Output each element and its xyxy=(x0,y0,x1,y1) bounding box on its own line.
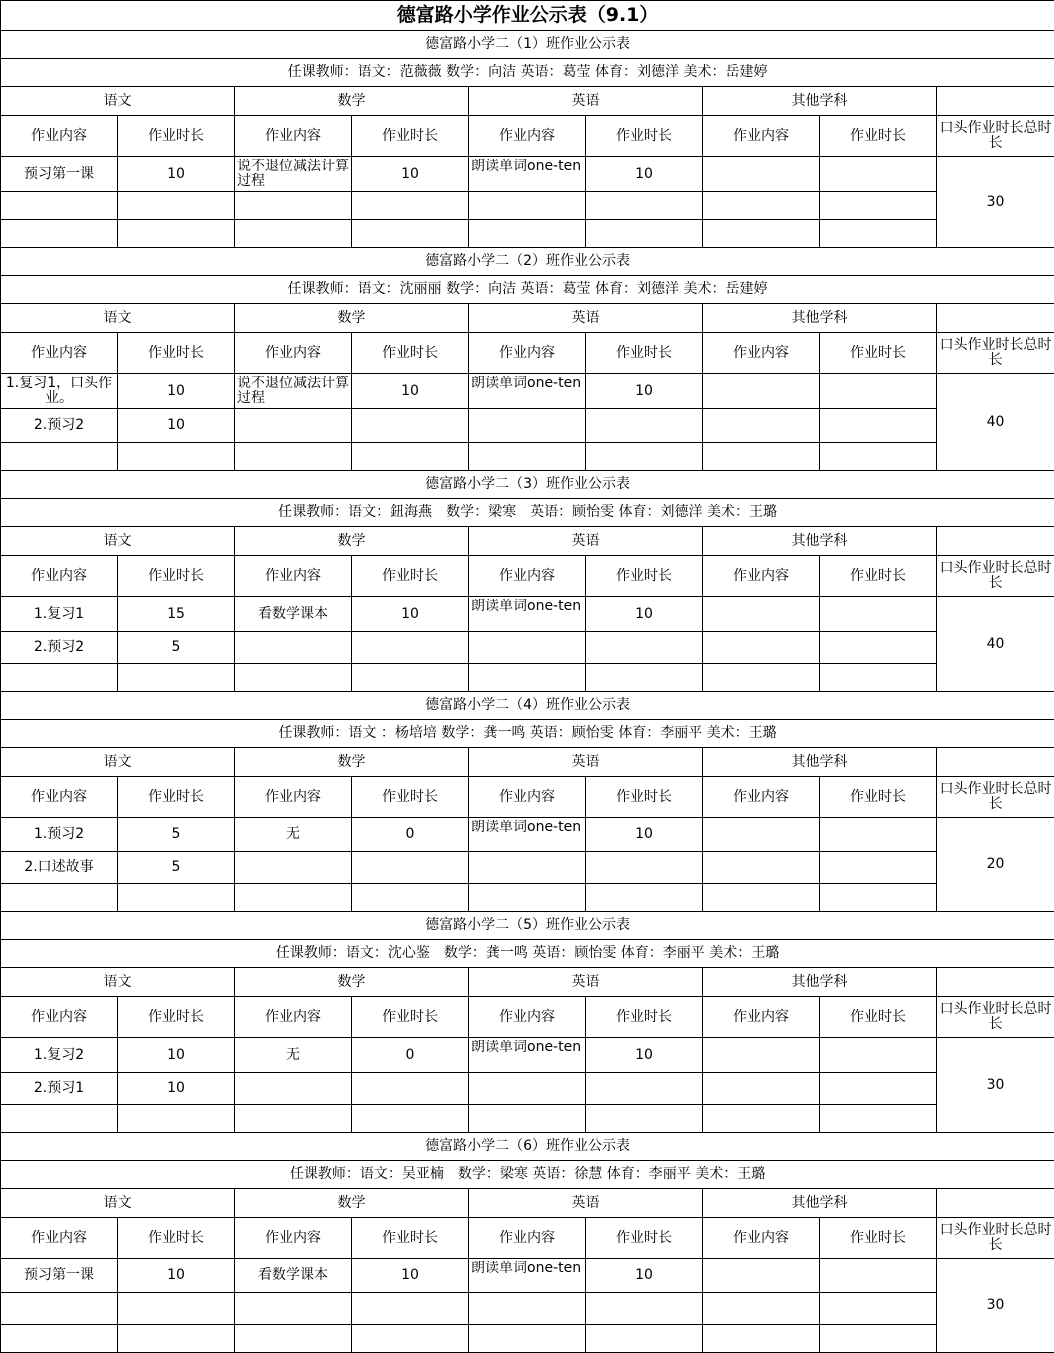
homework-duration-cell xyxy=(352,192,469,220)
content-header: 作业内容 xyxy=(703,1218,820,1259)
homework-content-cell: 看数学课本 xyxy=(235,597,352,632)
homework-content-cell xyxy=(235,192,352,220)
table-row xyxy=(1,597,1054,632)
homework-content-cell xyxy=(469,1105,586,1133)
content-header: 作业内容 xyxy=(703,333,820,374)
homework-content-cell xyxy=(235,220,352,248)
table-row xyxy=(1,1293,1054,1325)
empty-cell xyxy=(937,748,1054,777)
subject-header: 英语 xyxy=(469,968,703,997)
duration-header: 作业时长 xyxy=(352,333,469,374)
duration-header: 作业时长 xyxy=(820,556,937,597)
homework-duration-cell xyxy=(586,1325,703,1353)
homework-duration-cell xyxy=(352,632,469,664)
homework-content-cell xyxy=(235,374,352,409)
class-title: 德富路小学二（3）班作业公示表 xyxy=(1,471,1054,499)
homework-content-cell xyxy=(469,1293,586,1325)
homework-duration-cell xyxy=(820,1038,937,1073)
homework-content-cell xyxy=(703,664,820,692)
homework-duration-cell: 10 xyxy=(352,374,469,409)
oral-total-value: 40 xyxy=(937,597,1054,692)
table-row xyxy=(1,1038,1054,1073)
subject-header: 语文 xyxy=(1,304,235,333)
homework-duration-cell xyxy=(820,220,937,248)
homework-content-cell: 无 xyxy=(235,1038,352,1073)
duration-header: 作业时长 xyxy=(118,556,235,597)
homework-duration-cell xyxy=(118,443,235,471)
subject-header: 数学 xyxy=(235,1189,469,1218)
duration-header: 作业时长 xyxy=(586,116,703,157)
homework-content-cell: 预习第一课 xyxy=(1,157,118,192)
homework-duration-cell xyxy=(820,374,937,409)
homework-duration-cell xyxy=(820,1073,937,1105)
homework-content-cell xyxy=(235,1325,352,1353)
duration-header: 作业时长 xyxy=(820,116,937,157)
content-header: 作业内容 xyxy=(1,116,118,157)
table-row xyxy=(1,192,1054,220)
duration-header: 作业时长 xyxy=(352,1218,469,1259)
subject-header: 英语 xyxy=(469,87,703,116)
content-header: 作业内容 xyxy=(235,116,352,157)
homework-content-cell xyxy=(703,1325,820,1353)
homework-duration-cell xyxy=(352,409,469,443)
homework-duration-cell xyxy=(118,1293,235,1325)
homework-duration-cell xyxy=(820,884,937,912)
homework-content-cell xyxy=(235,632,352,664)
homework-content-cell xyxy=(469,220,586,248)
subject-header: 数学 xyxy=(235,748,469,777)
content-header: 作业内容 xyxy=(703,997,820,1038)
homework-duration-cell: 10 xyxy=(586,818,703,852)
homework-content-cell xyxy=(235,1293,352,1325)
subject-header: 英语 xyxy=(469,1189,703,1218)
content-header: 作业内容 xyxy=(1,1218,118,1259)
homework-duration-cell xyxy=(820,192,937,220)
class-block-header xyxy=(1,248,1054,276)
homework-duration-cell: 10 xyxy=(586,597,703,632)
table-row xyxy=(1,1259,1054,1293)
homework-duration-cell xyxy=(586,632,703,664)
table-row xyxy=(1,443,1054,471)
homework-duration-cell: 10 xyxy=(586,157,703,192)
subject-header: 语文 xyxy=(1,968,235,997)
subject-header: 其他学科 xyxy=(703,968,937,997)
duration-header: 作业时长 xyxy=(586,333,703,374)
duration-header: 作业时长 xyxy=(352,556,469,597)
content-header: 作业内容 xyxy=(469,333,586,374)
homework-duration-cell xyxy=(586,443,703,471)
homework-content-cell-text: 朗读单词one-ten xyxy=(471,1040,585,1070)
homework-content-cell xyxy=(469,374,586,409)
homework-duration-cell xyxy=(586,664,703,692)
homework-duration-cell xyxy=(586,1073,703,1105)
duration-header: 作业时长 xyxy=(820,1218,937,1259)
subject-header: 其他学科 xyxy=(703,304,937,333)
class-title: 德富路小学二（5）班作业公示表 xyxy=(1,912,1054,940)
homework-content-cell xyxy=(469,1038,586,1073)
homework-content-cell xyxy=(1,374,118,409)
homework-content-cell: 看数学课本 xyxy=(235,1259,352,1293)
homework-duration-cell: 10 xyxy=(352,157,469,192)
content-header: 作业内容 xyxy=(703,777,820,818)
subject-header: 英语 xyxy=(469,527,703,556)
oral-total-header: 口头作业时长总时长 xyxy=(937,333,1054,374)
homework-content-cell: 1.预习2 xyxy=(1,818,118,852)
empty-cell xyxy=(937,304,1054,333)
homework-content-cell xyxy=(1,220,118,248)
class-block-header xyxy=(1,692,1054,720)
class-block-header xyxy=(1,912,1054,940)
homework-duration-cell xyxy=(118,884,235,912)
homework-duration-cell xyxy=(352,220,469,248)
homework-duration-cell xyxy=(586,220,703,248)
homework-duration-cell xyxy=(118,1105,235,1133)
duration-header: 作业时长 xyxy=(586,1218,703,1259)
homework-duration-cell xyxy=(820,597,937,632)
content-header: 作业内容 xyxy=(703,116,820,157)
homework-content-cell-text: 朗读单词one-ten xyxy=(471,820,585,850)
homework-content-cell xyxy=(703,1105,820,1133)
homework-duration-cell: 5 xyxy=(118,852,235,884)
homework-duration-cell xyxy=(586,852,703,884)
homework-duration-cell xyxy=(352,1293,469,1325)
homework-duration-cell xyxy=(352,443,469,471)
homework-content-cell xyxy=(703,632,820,664)
oral-total-value: 20 xyxy=(937,818,1054,912)
content-header: 作业内容 xyxy=(1,333,118,374)
empty-cell xyxy=(937,87,1054,116)
class-block-header xyxy=(1,31,1054,59)
oral-total-header: 口头作业时长总时长 xyxy=(937,997,1054,1038)
homework-content-cell xyxy=(703,1073,820,1105)
homework-content-cell xyxy=(469,157,586,192)
homework-duration-cell: 10 xyxy=(118,1073,235,1105)
homework-duration-cell xyxy=(820,632,937,664)
homework-content-cell-text: 说不退位减法计算过程 xyxy=(237,376,351,406)
homework-content-cell xyxy=(235,409,352,443)
homework-content-cell xyxy=(1,1293,118,1325)
homework-content-cell xyxy=(469,192,586,220)
homework-content-cell xyxy=(469,852,586,884)
homework-content-cell xyxy=(703,157,820,192)
class-title: 德富路小学二（6）班作业公示表 xyxy=(1,1133,1054,1161)
homework-content-cell xyxy=(469,664,586,692)
homework-content-cell xyxy=(703,1038,820,1073)
homework-content-cell xyxy=(235,157,352,192)
homework-duration-cell: 10 xyxy=(118,1259,235,1293)
homework-content-cell xyxy=(469,1259,586,1293)
homework-duration-cell: 10 xyxy=(118,157,235,192)
homework-content-cell-text: 1.复习1，口头作业。 xyxy=(1,376,117,406)
duration-header: 作业时长 xyxy=(820,333,937,374)
subject-header: 其他学科 xyxy=(703,1189,937,1218)
teachers-line: 任课教师：语文：沈丽丽 数学：向洁 英语：葛莹 体育：刘德洋 美术：岳建婷 xyxy=(1,276,1054,304)
homework-duration-cell: 0 xyxy=(352,818,469,852)
class-title: 德富路小学二（4）班作业公示表 xyxy=(1,692,1054,720)
content-header: 作业内容 xyxy=(469,997,586,1038)
homework-content-cell: 2.预习1 xyxy=(1,1073,118,1105)
duration-header: 作业时长 xyxy=(118,333,235,374)
content-header: 作业内容 xyxy=(235,997,352,1038)
homework-content-cell xyxy=(703,1259,820,1293)
empty-cell xyxy=(937,1189,1054,1218)
homework-content-cell xyxy=(703,220,820,248)
duration-header: 作业时长 xyxy=(586,777,703,818)
content-header: 作业内容 xyxy=(1,556,118,597)
homework-content-cell-text: 说不退位减法计算过程 xyxy=(237,159,351,189)
homework-duration-cell: 10 xyxy=(352,1259,469,1293)
homework-duration-cell xyxy=(352,1105,469,1133)
subject-header: 其他学科 xyxy=(703,527,937,556)
table-row xyxy=(1,818,1054,852)
subject-header: 语文 xyxy=(1,748,235,777)
homework-duration-cell xyxy=(820,157,937,192)
subject-header: 其他学科 xyxy=(703,87,937,116)
subject-header: 语文 xyxy=(1,527,235,556)
homework-duration-cell xyxy=(352,884,469,912)
teachers-line: 任课教师：语文 ：杨培培 数学：龚一鸣 英语：顾怡雯 体育：李丽平 美术：王璐 xyxy=(1,720,1054,748)
homework-duration-cell xyxy=(352,1073,469,1105)
homework-duration-cell: 10 xyxy=(586,1038,703,1073)
homework-content-cell xyxy=(235,664,352,692)
table-row xyxy=(1,632,1054,664)
homework-content-cell-text: 朗读单词one-ten xyxy=(471,376,585,406)
homework-content-cell xyxy=(469,597,586,632)
empty-cell xyxy=(937,527,1054,556)
homework-duration-cell xyxy=(820,1293,937,1325)
table-row xyxy=(1,374,1054,409)
oral-total-header: 口头作业时长总时长 xyxy=(937,777,1054,818)
content-header: 作业内容 xyxy=(469,1218,586,1259)
duration-header: 作业时长 xyxy=(820,777,937,818)
content-header: 作业内容 xyxy=(703,556,820,597)
homework-duration-cell xyxy=(820,443,937,471)
homework-content-cell: 1.复习2 xyxy=(1,1038,118,1073)
oral-total-header: 口头作业时长总时长 xyxy=(937,556,1054,597)
class-title: 德富路小学二（2）班作业公示表 xyxy=(1,248,1054,276)
homework-content-cell xyxy=(235,443,352,471)
teachers-line: 任课教师：语文：范薇薇 数学：向洁 英语：葛莹 体育：刘德洋 美术：岳建婷 xyxy=(1,59,1054,87)
teachers-line: 任课教师：语文：鈕海燕 数学：梁寒 英语：顾怡雯 体育：刘德洋 美术：王璐 xyxy=(1,499,1054,527)
oral-total-value: 30 xyxy=(937,1038,1054,1133)
sheet-title: 德富路小学作业公示表（9.1） xyxy=(1,1,1054,31)
duration-header: 作业时长 xyxy=(118,116,235,157)
homework-content-cell xyxy=(703,443,820,471)
homework-content-cell-text: 朗读单词one-ten xyxy=(471,159,585,189)
duration-header: 作业时长 xyxy=(118,777,235,818)
table-row xyxy=(1,409,1054,443)
homework-content-cell xyxy=(703,884,820,912)
oral-total-header: 口头作业时长总时长 xyxy=(937,116,1054,157)
homework-duration-cell xyxy=(820,1259,937,1293)
subject-header: 其他学科 xyxy=(703,748,937,777)
subject-header: 数学 xyxy=(235,968,469,997)
homework-duration-cell: 5 xyxy=(118,632,235,664)
homework-content-cell xyxy=(703,597,820,632)
oral-total-header: 口头作业时长总时长 xyxy=(937,1218,1054,1259)
homework-content-cell-text: 朗读单词one-ten xyxy=(471,599,585,629)
homework-duration-cell xyxy=(118,192,235,220)
homework-content-cell xyxy=(703,192,820,220)
homework-duration-cell: 10 xyxy=(118,409,235,443)
homework-duration-cell xyxy=(820,852,937,884)
homework-duration-cell xyxy=(820,1105,937,1133)
teachers-line: 任课教师：语文：沈心鉴 数学：龚一鸣 英语：顾怡雯 体育：李丽平 美术：王璐 xyxy=(1,940,1054,968)
homework-content-cell: 2.预习2 xyxy=(1,632,118,664)
homework-content-cell xyxy=(703,818,820,852)
duration-header: 作业时长 xyxy=(820,997,937,1038)
content-header: 作业内容 xyxy=(469,116,586,157)
content-header: 作业内容 xyxy=(1,997,118,1038)
duration-header: 作业时长 xyxy=(586,997,703,1038)
homework-duration-cell: 5 xyxy=(118,818,235,852)
subject-header: 数学 xyxy=(235,304,469,333)
homework-content-cell xyxy=(469,884,586,912)
content-header: 作业内容 xyxy=(235,777,352,818)
homework-content-cell xyxy=(235,884,352,912)
content-header: 作业内容 xyxy=(235,1218,352,1259)
homework-content-cell xyxy=(469,1325,586,1353)
homework-content-cell xyxy=(1,192,118,220)
empty-cell xyxy=(937,968,1054,997)
duration-header: 作业时长 xyxy=(118,1218,235,1259)
homework-duration-cell xyxy=(586,409,703,443)
content-header: 作业内容 xyxy=(1,777,118,818)
homework-content-cell xyxy=(235,1073,352,1105)
table-row xyxy=(1,1073,1054,1105)
homework-content-cell xyxy=(469,818,586,852)
homework-content-cell xyxy=(469,632,586,664)
homework-content-cell xyxy=(1,1325,118,1353)
homework-content-cell xyxy=(469,1073,586,1105)
subject-header: 语文 xyxy=(1,1189,235,1218)
homework-duration-cell xyxy=(118,1325,235,1353)
subject-header: 数学 xyxy=(235,87,469,116)
class-block-header xyxy=(1,471,1054,499)
homework-duration-cell xyxy=(118,664,235,692)
oral-total-value: 30 xyxy=(937,157,1054,248)
duration-header: 作业时长 xyxy=(352,116,469,157)
content-header: 作业内容 xyxy=(235,556,352,597)
homework-duration-cell xyxy=(586,1293,703,1325)
homework-content-cell: 无 xyxy=(235,818,352,852)
homework-duration-cell: 10 xyxy=(352,597,469,632)
homework-content-cell xyxy=(235,852,352,884)
oral-total-value: 30 xyxy=(937,1259,1054,1353)
homework-content-cell xyxy=(235,1105,352,1133)
homework-content-cell xyxy=(703,374,820,409)
duration-header: 作业时长 xyxy=(352,777,469,818)
homework-duration-cell xyxy=(586,884,703,912)
table-row xyxy=(1,852,1054,884)
table-row xyxy=(1,1105,1054,1133)
homework-content-cell xyxy=(703,1293,820,1325)
content-header: 作业内容 xyxy=(469,777,586,818)
homework-duration-cell: 0 xyxy=(352,1038,469,1073)
homework-duration-cell: 10 xyxy=(586,1259,703,1293)
class-title: 德富路小学二（1）班作业公示表 xyxy=(1,31,1054,59)
duration-header: 作业时长 xyxy=(118,997,235,1038)
homework-duration-cell xyxy=(820,664,937,692)
duration-header: 作业时长 xyxy=(586,556,703,597)
homework-duration-cell xyxy=(820,1325,937,1353)
homework-content-cell: 预习第一课 xyxy=(1,1259,118,1293)
content-header: 作业内容 xyxy=(469,556,586,597)
homework-duration-cell: 15 xyxy=(118,597,235,632)
homework-content-cell xyxy=(703,852,820,884)
homework-duration-cell xyxy=(820,409,937,443)
subject-header: 英语 xyxy=(469,748,703,777)
homework-duration-cell: 10 xyxy=(586,374,703,409)
homework-content-cell xyxy=(1,443,118,471)
homework-content-cell xyxy=(1,1105,118,1133)
table-row xyxy=(1,664,1054,692)
homework-duration-cell: 10 xyxy=(118,374,235,409)
homework-content-cell: 2.口述故事 xyxy=(1,852,118,884)
homework-duration-cell xyxy=(118,220,235,248)
table-row xyxy=(1,1325,1054,1353)
homework-duration-cell xyxy=(586,192,703,220)
homework-duration-cell xyxy=(352,1325,469,1353)
homework-duration-cell: 10 xyxy=(118,1038,235,1073)
homework-content-cell xyxy=(1,884,118,912)
table-row xyxy=(1,220,1054,248)
homework-content-cell xyxy=(1,664,118,692)
homework-duration-cell xyxy=(586,1105,703,1133)
homework-content-cell: 1.复习1 xyxy=(1,597,118,632)
subject-header: 英语 xyxy=(469,304,703,333)
homework-content-cell xyxy=(469,409,586,443)
class-block-header xyxy=(1,1133,1054,1161)
homework-duration-cell xyxy=(352,852,469,884)
homework-content-cell: 2.预习2 xyxy=(1,409,118,443)
teachers-line: 任课教师：语文：吴亚楠 数学：梁寒 英语：徐慧 体育：李丽平 美术：王璐 xyxy=(1,1161,1054,1189)
oral-total-value: 40 xyxy=(937,374,1054,471)
homework-duration-cell xyxy=(352,664,469,692)
homework-content-cell xyxy=(469,443,586,471)
subject-header: 语文 xyxy=(1,87,235,116)
duration-header: 作业时长 xyxy=(352,997,469,1038)
homework-duration-cell xyxy=(820,818,937,852)
homework-content-cell xyxy=(703,409,820,443)
table-row xyxy=(1,884,1054,912)
subject-header: 数学 xyxy=(235,527,469,556)
content-header: 作业内容 xyxy=(235,333,352,374)
table-row xyxy=(1,157,1054,192)
homework-content-cell-text: 朗读单词one-ten xyxy=(471,1261,585,1291)
